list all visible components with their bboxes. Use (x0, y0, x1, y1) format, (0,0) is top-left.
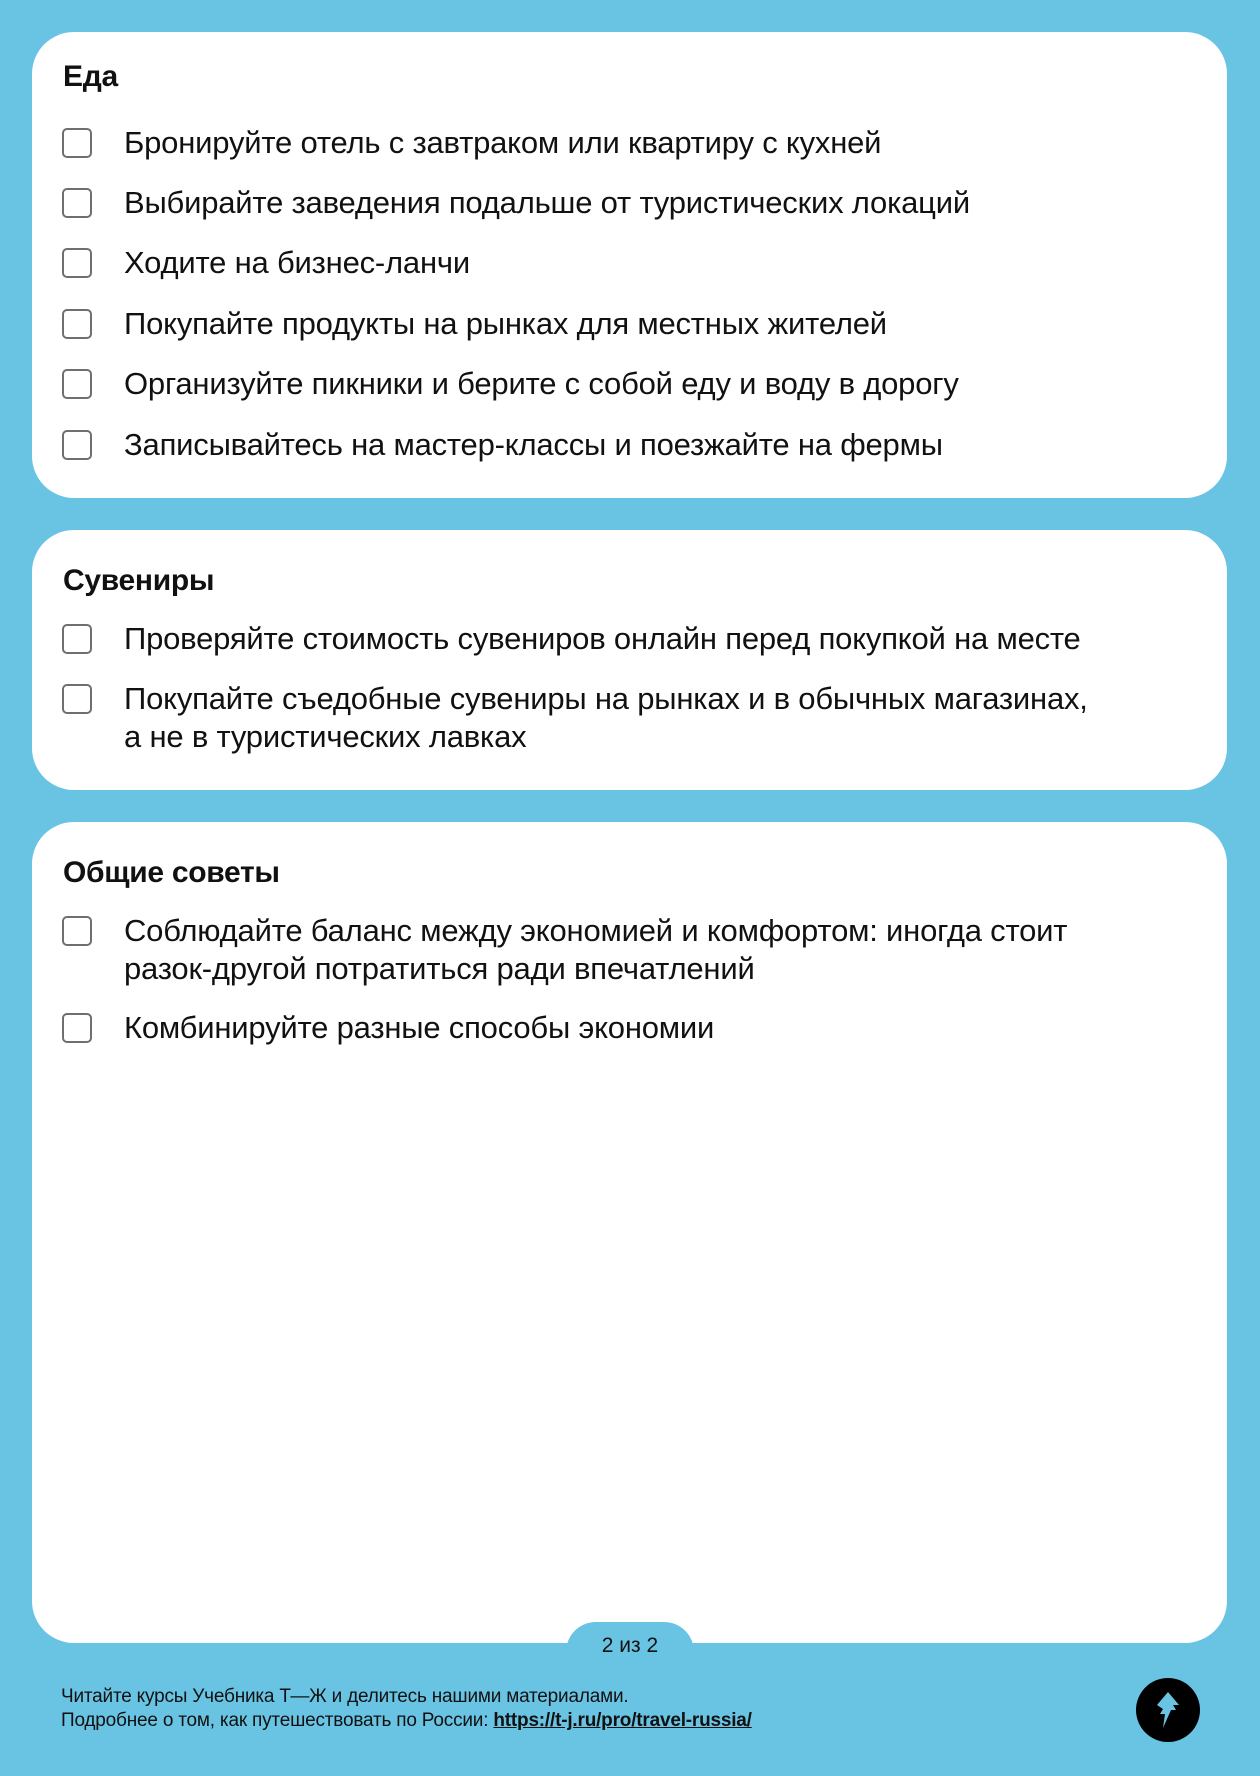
item-line: Комбинируйте разные способы экономии (124, 1010, 715, 1045)
page-indicator: 2 из 2 (601, 1634, 659, 1657)
item-text (124, 426, 943, 464)
item-line: Покупайте съедобные сувениры на рынках и в обычных магазинах, (124, 681, 1088, 716)
checkbox[interactable] (62, 369, 92, 399)
item-line: разок-другой потратиться ради впечатлений (124, 951, 755, 986)
item-text (124, 184, 970, 222)
checkbox[interactable] (62, 248, 92, 278)
lightning-arrow-icon (1136, 1678, 1200, 1742)
tj-logo (1136, 1678, 1200, 1742)
checkbox[interactable] (62, 684, 92, 714)
item-line: а не в туристических лавках (124, 719, 527, 754)
checkbox[interactable] (62, 430, 92, 460)
footer-line-2 (61, 1709, 752, 1733)
section-general-tips (32, 822, 1227, 1643)
footer-line-2-text: Подробнее о том, как путешествовать по России: (61, 1710, 494, 1731)
section-souvenirs (32, 530, 1227, 790)
footer (61, 1685, 752, 1733)
checkbox[interactable] (62, 309, 92, 339)
item-line: Соблюдайте баланс между экономией и комфортом: иногда стоит (124, 913, 1068, 948)
checkbox[interactable] (62, 624, 92, 654)
item-text (124, 912, 1067, 988)
checkbox[interactable] (62, 128, 92, 158)
item-line: Проверяйте стоимость сувениров онлайн перед покупкой на месте (124, 621, 1081, 656)
item-line: Покупайте продукты на рынках для местных жителей (124, 306, 887, 341)
checkbox[interactable] (62, 1013, 92, 1043)
section-title: Еда (63, 60, 118, 93)
section-title: Общие советы (63, 856, 280, 889)
footer-line-1: Читайте курсы Учебника Т—Ж и делитесь нашими материалами. (61, 1686, 629, 1707)
item-text (124, 365, 959, 403)
item-line: Записывайтесь на мастер-классы и поезжайте на фермы (124, 427, 943, 462)
item-text (124, 1009, 714, 1047)
item-line: Выбирайте заведения подальше от туристических локаций (124, 185, 970, 220)
item-line: Организуйте пикники и берите с собой еду и воду в дорогу (124, 366, 959, 401)
checkbox[interactable] (62, 188, 92, 218)
section-food (32, 32, 1227, 498)
item-line: Бронируйте отель с завтраком или квартиру с кухней (124, 125, 882, 160)
section-title: Сувениры (63, 564, 215, 597)
item-text (124, 244, 470, 282)
item-text (124, 680, 1088, 756)
travel-russia-link[interactable]: https://t-j.ru/pro/travel-russia/ (493, 1710, 752, 1731)
item-text (124, 124, 881, 162)
checkbox[interactable] (62, 916, 92, 946)
item-text (124, 305, 887, 343)
item-text (124, 620, 1081, 658)
item-line: Ходите на бизнес-ланчи (124, 245, 470, 280)
